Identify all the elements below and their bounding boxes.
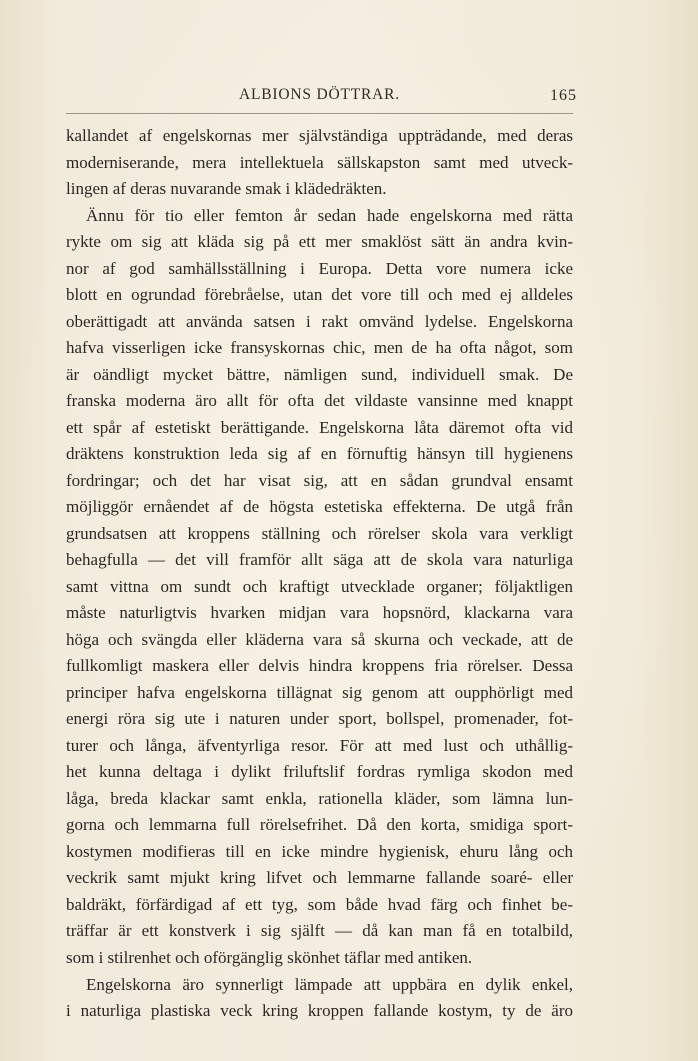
- text-line: principer hafva engelskorna tillägnat sig genom att oupphörligt med: [66, 682, 573, 702]
- text-line: Engelskorna äro synnerligt lämpade att uppbära en dylik enkel,: [86, 974, 573, 994]
- text-line: kostymen modifieras till en icke mindre hygienisk, ehuru lång och: [66, 841, 573, 861]
- text-line: veckrik samt mjukt kring lifvet och lemmarne fallande soaré- eller: [66, 868, 573, 888]
- text-line: baldräkt, förfärdigad af ett tyg, som både hvad färg och finhet be-: [66, 894, 573, 914]
- text-line: turer och långa, äfventyrliga resor. För att med lust och uthållig-: [66, 735, 573, 755]
- text-line: moderniserande, mera intellektuela sällskapston samt med utveck-: [66, 152, 573, 172]
- body-text: [66, 123, 573, 1025]
- text-line: het kunna deltaga i dylikt friluftslif fordras rymliga skodon med: [66, 762, 573, 782]
- text-line: låga, breda klackar samt enkla, rationella kläder, som lämna lun-: [66, 788, 573, 808]
- text-line: lingen af deras nuvarande smak i klädedräkten.: [66, 179, 387, 199]
- text-line: kallandet af engelskornas mer självständiga uppträdande, med deras: [66, 126, 573, 145]
- text-line: franska moderna äro allt för ofta det vildaste vansinne med knappt: [66, 391, 573, 411]
- text-line: nor af god samhällsställning i Europa. Detta vore numera icke: [66, 258, 573, 278]
- text-line: hafva visserligen icke fransyskornas chic, men de ha ofta något, som: [66, 338, 573, 358]
- text-line: energi röra sig ute i naturen under sport, bollspel, promenader, fot-: [66, 709, 573, 729]
- text-line: oberättigadt att använda satsen i rakt omvänd lydelse. Engelskorna: [66, 311, 573, 331]
- running-title: ALBIONS DÖTTRAR.: [239, 86, 400, 103]
- text-line: möjliggör ernåendet af de högsta estetiska effekterna. De utgå från: [66, 497, 573, 517]
- text-line: höga och svängda eller kläderna vara så skurna och veckade, att de: [66, 629, 573, 649]
- text-line: blott en ogrundad förebråelse, utan det vore till och med ej alldeles: [66, 285, 573, 305]
- text-line: är oändligt mycket bättre, nämligen sund, individuell smak. De: [66, 364, 573, 384]
- text-line: Ännu för tio eller femton år sedan hade engelskorna med rätta: [86, 205, 573, 225]
- header-rule: [66, 113, 573, 114]
- text-line: grundsatsen att kroppens ställning och rörelser skola vara verkligt: [66, 523, 573, 543]
- text-line: dräktens konstruktion leda sig af en förnuftig hänsyn till hygienens: [66, 444, 573, 464]
- page-header: [66, 86, 577, 110]
- text-line: fordringar; och det har visat sig, att en sådan grundval ensamt: [66, 470, 573, 490]
- text-line: samt vittna om sundt och kraftigt utvecklade organer; följaktligen: [66, 576, 573, 596]
- text-line: behagfulla — det vill framför allt säga att de skola vara naturliga: [66, 550, 573, 570]
- text-line: måste naturligtvis hvarken midjan vara hopsnörd, klackarna vara: [66, 603, 573, 623]
- page-number: 165: [550, 87, 577, 104]
- text-line: rykte om sig att kläda sig på ett mer smaklöst sätt än andra kvin-: [66, 232, 573, 252]
- text-line: i naturliga plastiska veck kring kroppen fallande kostym, ty de äro: [66, 1001, 573, 1021]
- text-line: träffar är ett konstverk i sig själft — då kan man få en totalbild,: [66, 921, 573, 941]
- text-line: som i stilrenhet och oförgänglig skönhet täflar med antiken.: [66, 947, 473, 967]
- text-line: gorna och lemmarna full rörelsefrihet. Då den korta, smidiga sport-: [66, 815, 573, 835]
- text-line: ett spår af estetiskt berättigande. Engelskorna låta däremot ofta vid: [66, 417, 573, 437]
- text-line: fullkomligt maskera eller delvis hindra kroppens fria rörelser. Dessa: [66, 656, 573, 676]
